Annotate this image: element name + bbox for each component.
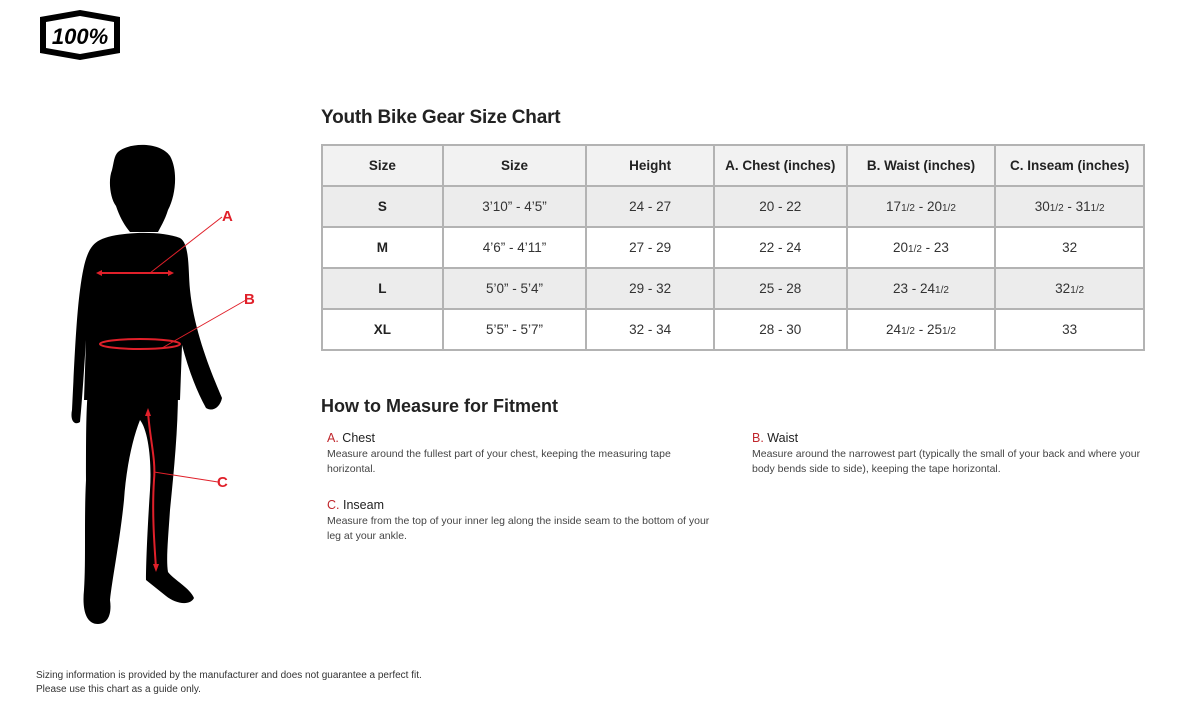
measure-waist-desc: Measure around the narrowest part (typically the small of your back and where your body bends side to side), keeping the tape horizontal.: [752, 448, 1141, 475]
cell-inseam: 32: [995, 227, 1144, 268]
cell-chest: 25 - 28: [714, 268, 847, 309]
cell-inseam: 33: [995, 309, 1144, 350]
measure-chest-heading: A. Chest: [327, 431, 375, 445]
header-height: Height: [586, 145, 714, 186]
disclaimer-line-2: Please use this chart as a guide only.: [36, 684, 201, 695]
label-a: A: [222, 208, 233, 225]
logo-text: 100%: [51, 24, 109, 49]
cell-height: 24 - 27: [586, 186, 714, 227]
table-header-row: [322, 145, 1144, 186]
brand-logo: [36, 9, 124, 61]
cell-inseam: 321/2: [995, 268, 1144, 309]
disclaimer-line-1: Sizing information is provided by the manufacturer and does not guarantee a perfect fit.: [36, 670, 422, 681]
cell-chest: 28 - 30: [714, 309, 847, 350]
cell-height-ft: 4’6” - 4’11”: [443, 227, 587, 268]
cell-size: M: [322, 227, 443, 268]
table-row: [322, 309, 1144, 350]
header-inseam: C. Inseam (inches): [995, 145, 1144, 186]
cell-height: 27 - 29: [586, 227, 714, 268]
cell-waist: 171/2 - 201/2: [847, 186, 996, 227]
table-row: [322, 227, 1144, 268]
measure-inseam: [327, 498, 722, 544]
cell-height-ft: 5’0” - 5’4”: [443, 268, 587, 309]
size-chart-table: [321, 144, 1145, 351]
table-row: [322, 268, 1144, 309]
cell-height: 32 - 34: [586, 309, 714, 350]
measure-inseam-heading: C. Inseam: [327, 498, 384, 512]
cell-chest: 22 - 24: [714, 227, 847, 268]
label-b: B: [244, 291, 255, 308]
cell-size: S: [322, 186, 443, 227]
cell-waist: 241/2 - 251/2: [847, 309, 996, 350]
cell-inseam: 301/2 - 311/2: [995, 186, 1144, 227]
cell-waist: 201/2 - 23: [847, 227, 996, 268]
cell-height-ft: 3’10” - 4’5”: [443, 186, 587, 227]
measurement-figure: [70, 140, 270, 630]
cell-height-ft: 5’5” - 5’7”: [443, 309, 587, 350]
measure-waist: [752, 431, 1147, 477]
cell-size: L: [322, 268, 443, 309]
label-c: C: [217, 474, 228, 491]
measure-inseam-desc: Measure from the top of your inner leg along the inside seam to the bottom of your leg at your ankle.: [327, 515, 710, 542]
measure-chest-desc: Measure around the fullest part of your chest, keeping the measuring tape horizontal.: [327, 448, 671, 475]
disclaimer: [36, 669, 422, 697]
header-size-height-ft: Size: [443, 145, 587, 186]
table-row: [322, 186, 1144, 227]
header-chest: A. Chest (inches): [714, 145, 847, 186]
how-to-title: How to Measure for Fitment: [321, 396, 559, 416]
measure-chest: [327, 431, 722, 477]
cell-waist: 23 - 241/2: [847, 268, 996, 309]
chart-title: Youth Bike Gear Size Chart: [321, 107, 561, 128]
cell-height: 29 - 32: [586, 268, 714, 309]
measure-waist-heading: B. Waist: [752, 431, 799, 445]
header-waist: B. Waist (inches): [847, 145, 996, 186]
cell-chest: 20 - 22: [714, 186, 847, 227]
header-size: Size: [322, 145, 443, 186]
cell-size: XL: [322, 309, 443, 350]
